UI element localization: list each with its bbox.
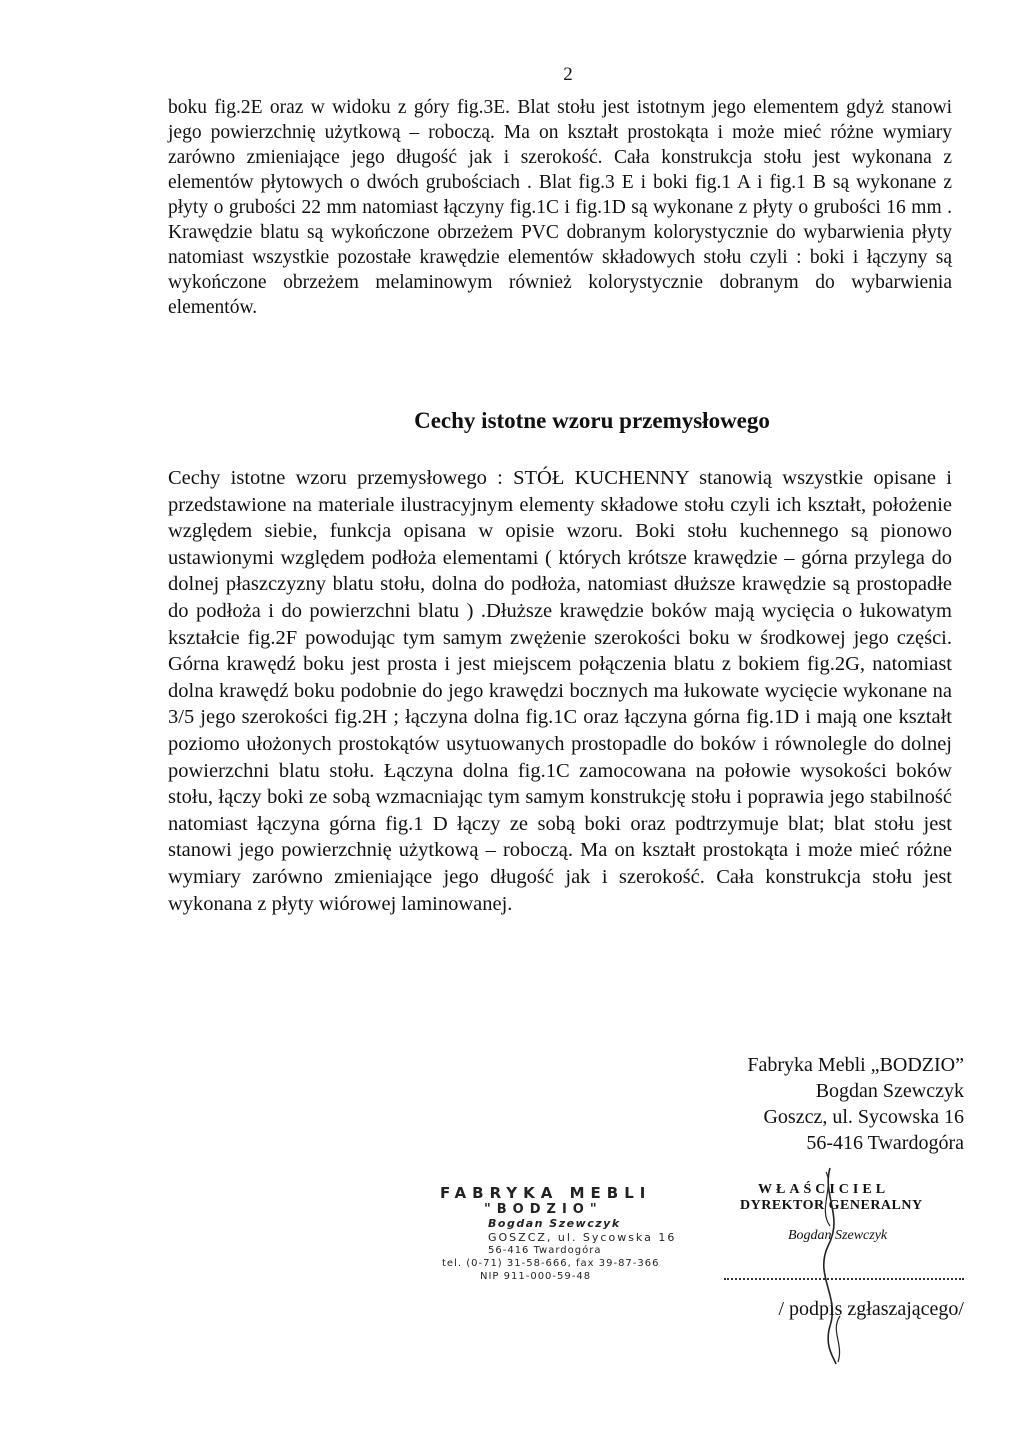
company-stamp [440, 1185, 740, 1283]
stamp-postal: 56-416 Twardogóra [488, 1245, 602, 1256]
signature-address-1: Goszcz, ul. Sycowska 16 [763, 1106, 964, 1128]
page-number: 2 [563, 64, 573, 85]
stamp-company: FABRYKA MEBLI [440, 1184, 652, 1202]
owner-stamp-name: Bogdan Szewczyk [788, 1228, 888, 1243]
stamp-owner: Bogdan Szewczyk [488, 1217, 621, 1230]
signature-caption: / podpis zgłaszającego/ [778, 1298, 964, 1320]
stamp-brand: "BODZIO" [484, 1202, 603, 1217]
section-title: Cechy istotne wzoru przemysłowego [414, 408, 770, 433]
handwritten-signature [800, 1166, 860, 1366]
owner-stamp [740, 1182, 980, 1244]
signature-block [600, 1052, 964, 1156]
body-paragraph-1: boku fig.2E oraz w widoku z góry fig.3E. Blat stołu jest istotnym jego elementem gdyż stanowi jego powierzchnię użytkową – roboczą. Ma on kształt prostokąta i może mieć różne wymiary zarówno zmieniające jego długość jak i szerokość. Cała konstrukcja stołu jest wykonana z elementów płytowych o dwóch grubościach . Blat fig.3 E i boki fig.1 A i fig.1 B są wykonane z płyty o grubości 22 mm natomiast łączyny fig.1C i fig.1D są wykonane z płyty o grubości 16 mm . Krawędzie blatu są wykończone obrzeżem PVC dobranym kolorystycznie do wybarwienia płyty natomiast wszystkie pozostałe krawędzie elementów składowych stołu czyli : boki i łączyny są wykończone obrzeżem melaminowym również kolorystycznie dobranym do wybarwienia elementów. [168, 97, 952, 318]
signature-company: Fabryka Mebli „BODZIO” [747, 1054, 964, 1076]
signature-owner: Bogdan Szewczyk [815, 1080, 964, 1102]
stamp-phone: tel. (0-71) 31-58-666, fax 39-87-366 [442, 1258, 660, 1269]
stamp-address: GOSZCZ, ul. Sycowska 16 [488, 1231, 677, 1244]
signature-address-2: 56-416 Twardogóra [806, 1132, 964, 1154]
owner-stamp-role: DYREKTOR GENERALNY [740, 1198, 923, 1213]
body-paragraph-2: Cechy istotne wzoru przemysłowego : STÓŁ KUCHENNY stanowią wszystkie opisane i przedstawione na materiale ilustracyjnym elementy składowe stołu czyli ich kształt, położenie względem siebie, funkcja opisana w opisie wzoru. Boki stołu kuchennego są pionowo ustawionymi względem podłoża elementami ( których krótsze krawędzie – górna przylega do dolnej płaszczyzny blatu stołu, dolna do podłoża, natomiast dłuższe krawędzie są prostopadłe do podłoża i do powierzchni blatu ) .Dłuższe krawędzie boków mają wycięcia o łukowatym kształcie fig.2F powodując tym samym zwężenie szerokości boku w środkowej jego części. Górna krawędź boku jest prosta i jest miejscem połączenia blatu z bokiem fig.2G, natomiast dolna krawędź boku podobnie do jego krawędzi bocznych ma łukowate wycięcie wykonane na 3/5 jego szerokości fig.2H ; łączyna dolna fig.1C oraz łączyna górna fig.1D i mają one kształt poziomo ułożonych prostokątów usytuowanych prostopadle do boków i równolegle do dolnej powierzchni blatu stołu. Łączyna dolna fig.1C zamocowana na połowie wysokości boków stołu, łączy boki ze sobą wzmacniając tym samym konstrukcję stołu i poprawia jego stabilność natomiast łączyna górna fig.1 D łączy ze sobą boki oraz podtrzymuje blat; blat stołu jest stanowi jego powierzchnię użytkową – roboczą. Ma on kształt prostokąta i może mieć różne wymiary zarówno zmieniające jego długość jak i szerokość. Cała konstrukcja stołu jest wykonana z płyty wiórowej laminowanej. [168, 467, 952, 915]
stamp-nip: NIP 911-000-59-48 [480, 1271, 592, 1282]
owner-stamp-title: WŁAŚCICIEL [758, 1182, 890, 1197]
